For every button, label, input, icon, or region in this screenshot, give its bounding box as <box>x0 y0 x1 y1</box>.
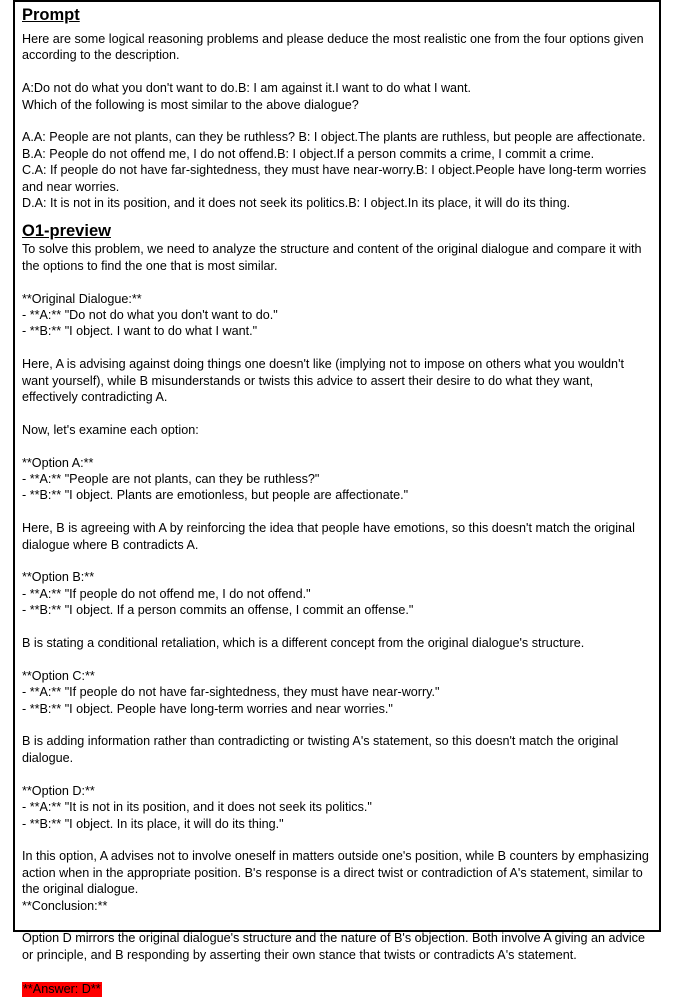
analysis-paragraph: Here, A is advising against doing things one doesn't like (implying not to impose on others what you wouldn't want yourself), while B misunderstands or twists this advice to assert their desire to do what they want, effectively contradicting A. <box>22 357 628 405</box>
conclusion-text: Option D mirrors the original dialogue's structure and the nature of B's objection. Both involve A giving an advice or principle, and B responding by asserting their own stance that twists or contradicts A's statement. <box>22 931 649 962</box>
option-d-title: **Option D:** <box>22 783 95 798</box>
question-line-1: A:Do not do what you don't want to do.B: I am against it.I want to do what I want. <box>22 81 472 96</box>
option-c-speaker-a: - **A:** "If people do not have far-sightedness, they must have near-worry." <box>22 685 440 700</box>
option-c-speaker-b: - **B:** "I object. People have long-term worries and near worries." <box>22 701 393 716</box>
option-b-note: B is stating a conditional retaliation, which is a different concept from the original dialogue's structure. <box>22 636 585 651</box>
prompt-intro: Here are some logical reasoning problems and please deduce the most realistic one from the four options given according to the description. <box>22 32 648 63</box>
response-heading: O1-preview <box>22 222 111 241</box>
conclusion-title: **Conclusion:** <box>22 898 108 913</box>
option-c: C.A: If people do not have far-sightedness, they must have near-worry.B: I object.People have long-term worries and near worries. <box>22 163 650 194</box>
option-b-title: **Option B:** <box>22 570 95 585</box>
original-dialogue-b: - **B:** "I object. I want to do what I want." <box>22 324 258 339</box>
option-d-note: In this option, A advises not to involve oneself in matters outside one's position, while B counters by emphasizing action when in the appropriate position. B's response is a direct twist or contradiction of A's statement, similar to the original dialogue. <box>22 849 653 897</box>
option-a-note: Here, B is agreeing with A by reinforcing the idea that people have emotions, so this doesn't match the original dialogue where B contradicts A. <box>22 521 639 552</box>
examine-line: Now, let's examine each option: <box>22 422 199 437</box>
option-b: B.A: People do not offend me, I do not offend.B: I object.If a person commits a crime, I commit a crime. <box>22 146 595 161</box>
answer-highlight: **Answer: D** <box>23 981 101 996</box>
option-d-speaker-a: - **A:** "It is not in its position, and it does not seek its politics." <box>22 800 372 815</box>
response-intro: To solve this problem, we need to analyze the structure and content of the original dialogue and compare it with the options to find the one that is most similar. <box>22 242 646 273</box>
option-d-speaker-b: - **B:** "I object. In its place, it will do its thing." <box>22 816 284 831</box>
original-dialogue-title: **Original Dialogue:** <box>22 291 142 306</box>
question-line-2: Which of the following is most similar to the above dialogue? <box>22 97 359 112</box>
original-dialogue-a: - **A:** "Do not do what you don't want to do." <box>22 308 278 323</box>
option-a-speaker-a: - **A:** "People are not plants, can they be ruthless?" <box>22 472 320 487</box>
option-d: D.A: It is not in its position, and it does not seek its politics.B: I object.In its place, it will do its thing. <box>22 196 571 211</box>
option-a-title: **Option A:** <box>22 455 94 470</box>
option-c-note: B is adding information rather than contradicting or twisting A's statement, so this doesn't match the original dialogue. <box>22 734 622 765</box>
option-c-title: **Option C:** <box>22 668 95 683</box>
document-content <box>22 5 652 998</box>
option-b-speaker-b: - **B:** "I object. If a person commits an offense, I commit an offense." <box>22 603 414 618</box>
option-b-speaker-a: - **A:** "If people do not offend me, I do not offend." <box>22 586 311 601</box>
prompt-heading: Prompt <box>22 6 80 24</box>
option-a: A.A: People are not plants, can they be ruthless? B: I object.The plants are ruthless, but people are affectionate. <box>22 130 646 145</box>
document-frame <box>13 0 661 996</box>
option-a-speaker-b: - **B:** "I object. Plants are emotionless, but people are affectionate." <box>22 488 409 503</box>
